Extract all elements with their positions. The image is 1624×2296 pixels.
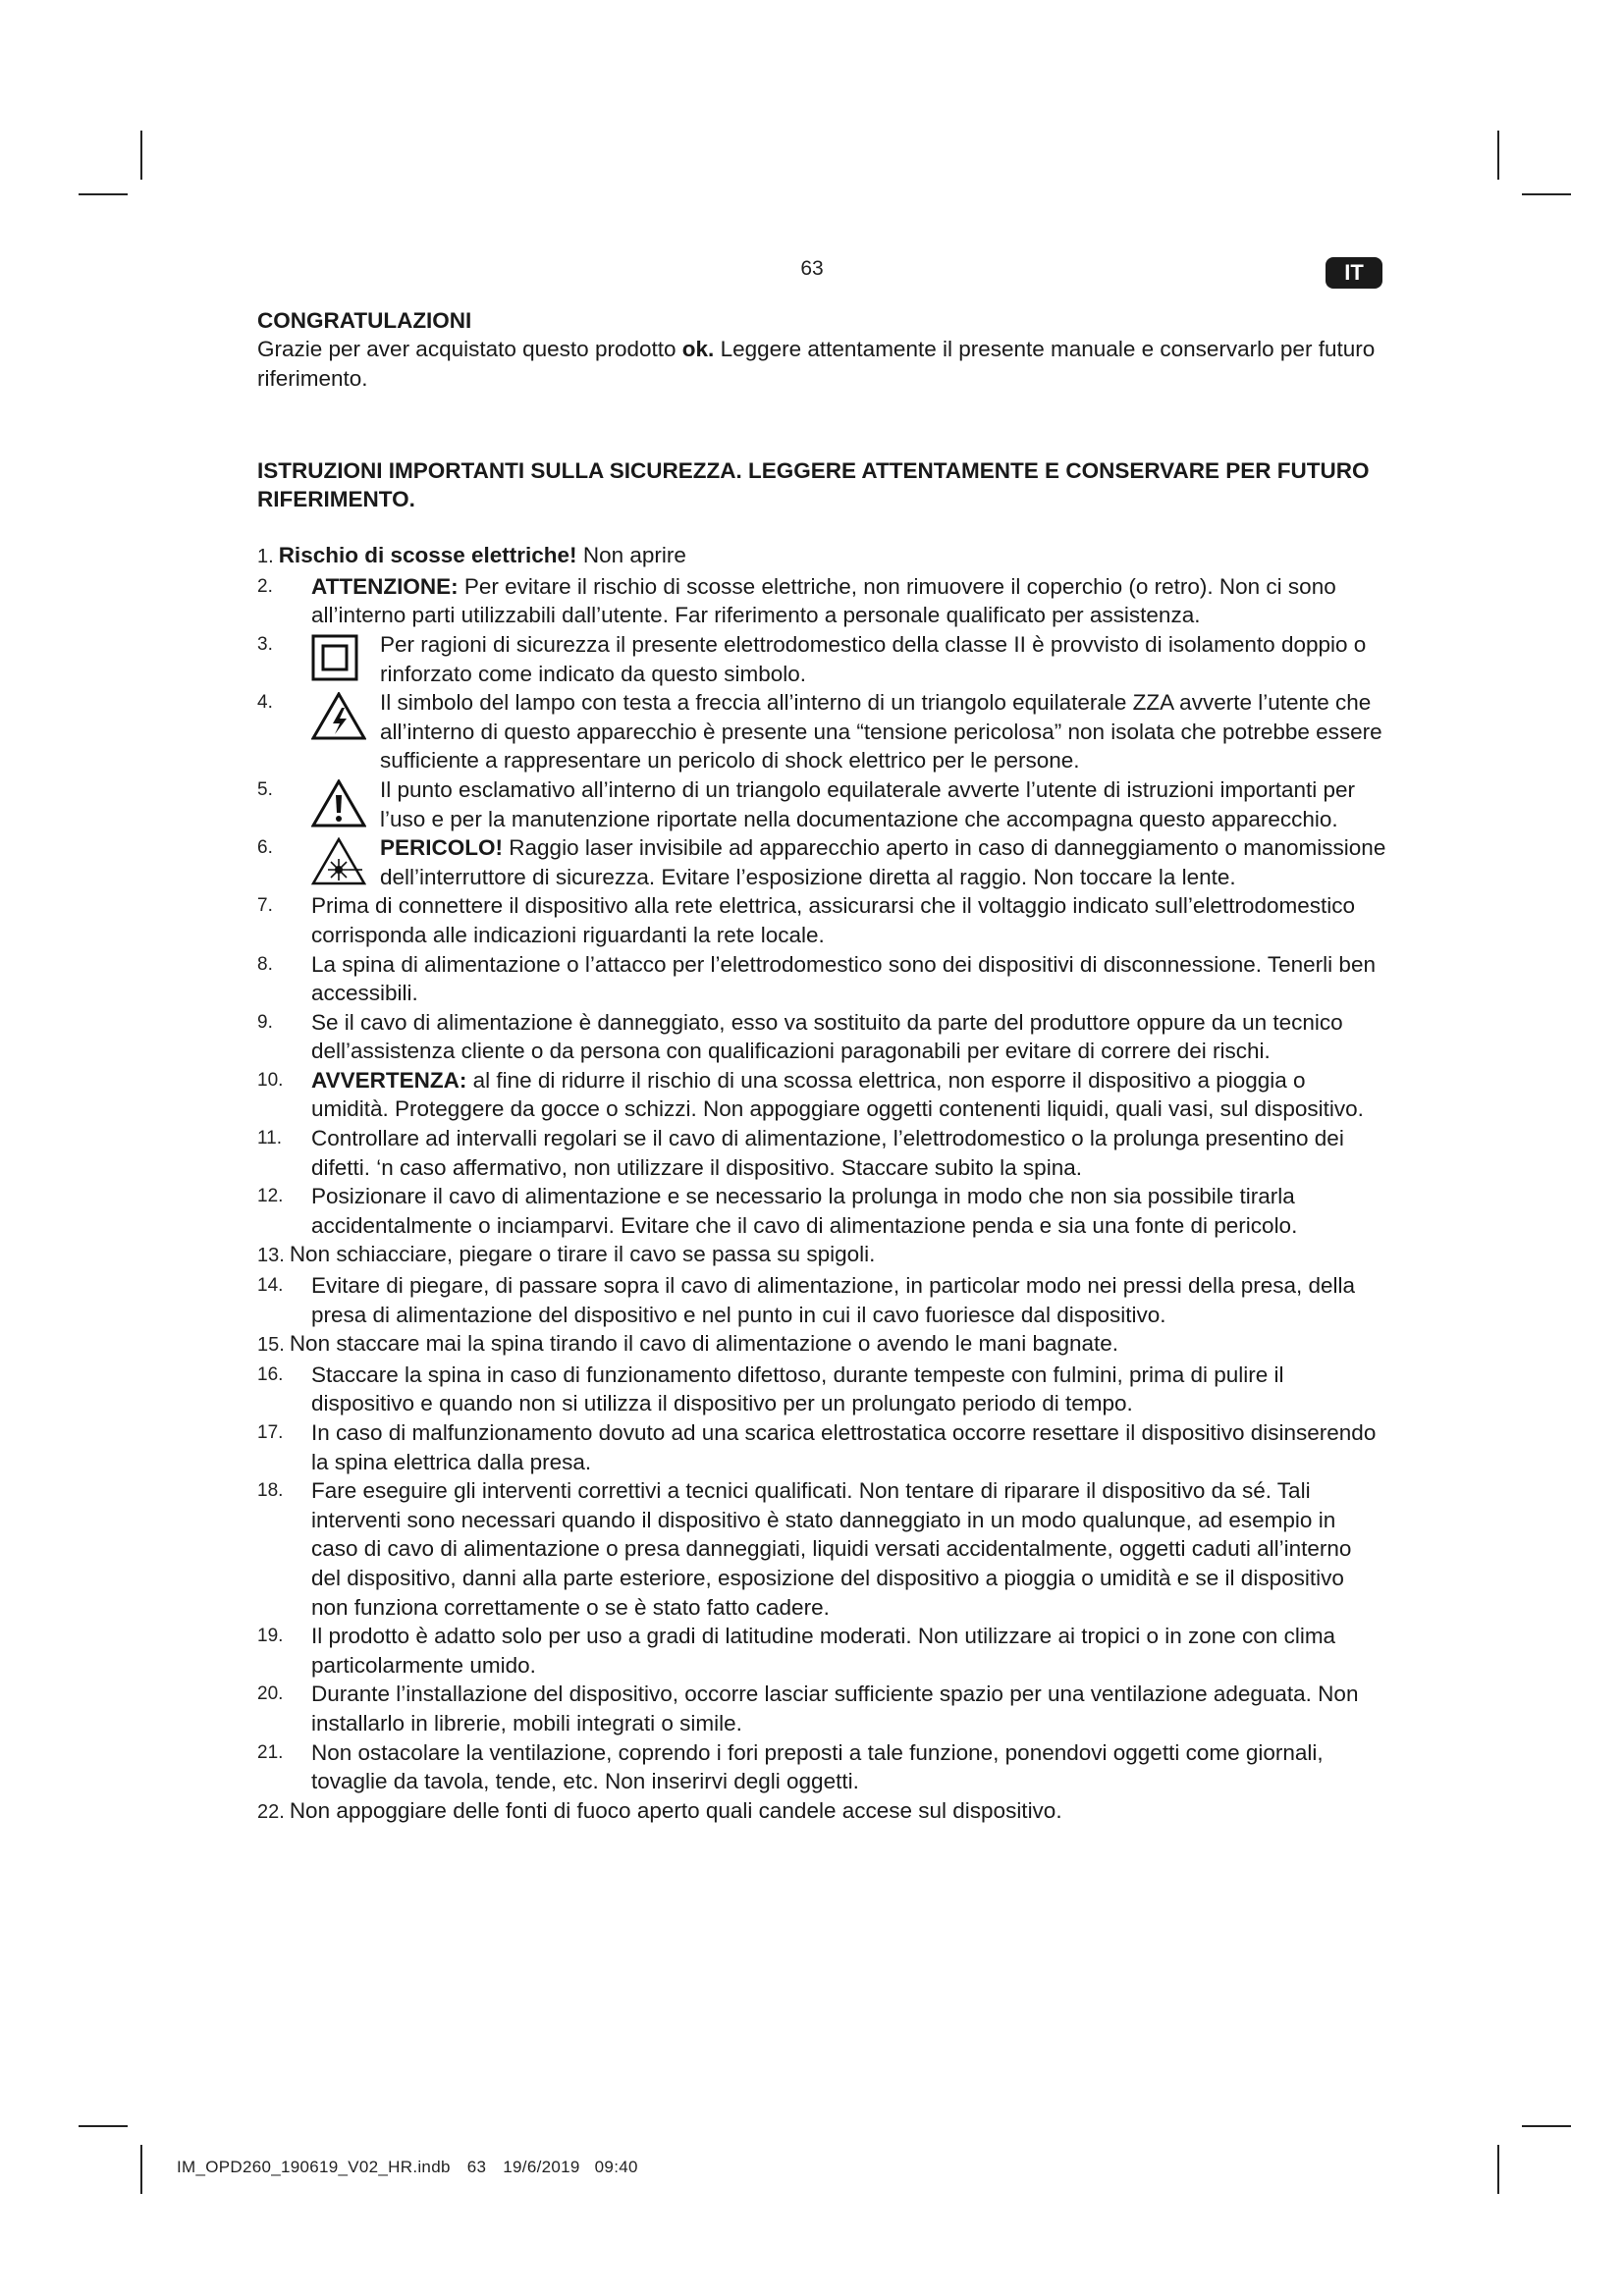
page-content <box>257 306 1386 1827</box>
congrats-text: Grazie per aver acquistato questo prodotto ok. Leggere attentamente il presente manuale e conservarlo per futuro riferimento. <box>257 337 1376 391</box>
list-item: 9. Se il cavo di alimentazione è danneggiato, esso va sostituito da parte del produttore oppure da un tecnico dell’assistenza cliente o da persona con qualificazioni paragonabili per evitare di correre dei rischi. <box>257 1009 1343 1064</box>
list-item: 10. AVVERTENZA: al fine di ridurre il rischio di una scossa elettrica, non esporre il dispositivo a pioggia o umidità. Proteggere da gocce o schizzi. Non appoggiare oggetti contenenti liquidi, quali vasi, sul dispositivo. <box>257 1067 1364 1122</box>
list-item: 5. Il punto esclamativo all’interno di un triangolo equilaterale avverte l’utente di istruzioni importanti per l’uso e per la manutenzione riportate nella documentazione che accompagna questo apparecchio. <box>257 776 1356 831</box>
safety-title: ISTRUZIONI IMPORTANTI SULLA SICUREZZA. LEGGERE ATTENTAMENTE E CONSERVARE PER FUTURO RIFERIMENTO. <box>257 458 1370 512</box>
footer-datetime: 19/6/2019 09:40 <box>503 2158 638 2176</box>
print-footer <box>177 2158 638 2177</box>
page-number: 63 <box>800 257 824 280</box>
lightning-triangle-icon <box>311 692 366 741</box>
list-item: 16. Staccare la spina in caso di funzionamento difettoso, durante tempeste con fulmini, prima di pulire il dispositivo e quando non si utilizza il dispositivo per un prolungato periodo di tempo. <box>257 1362 1284 1416</box>
language-badge: IT <box>1326 257 1382 289</box>
list-item: 20. Durante l’installazione del dispositivo, occorre lasciar sufficiente spazio per una ventilazione adeguata. Non installarlo in librerie, mobili integrati o simile. <box>257 1682 1359 1735</box>
double-square-icon <box>311 634 358 681</box>
list-item: 1. Rischio di scosse elettriche! Non aprire <box>257 543 686 568</box>
list-item: 15. Non staccare mai la spina tirando il cavo di alimentazione o avendo le mani bagnate. <box>257 1331 1119 1357</box>
crop-mark <box>1497 2145 1499 2194</box>
list-item: 18. Fare eseguire gli interventi correttivi a tecnici qualificati. Non tentare di riparare il dispositivo da sé. Tali interventi sono necessari quando il dispositivo è stato danneggiato in un modo qualunque, ad esempio in caso di cavo di alimentazione o presa danneggiati, liquidi versati accidentalmente, oggetti caduti all’interno del dispositivo, danni alla parte esteriore, esposizione del dispositivo a pioggia o umidità e se il dispositivo non funziona correttamente o se è stato fatto cadere. <box>257 1478 1352 1620</box>
crop-mark <box>79 193 128 195</box>
crop-mark <box>1497 131 1499 180</box>
laser-triangle-icon <box>311 837 366 886</box>
crop-mark <box>79 2125 128 2127</box>
list-item: 19. Il prodotto è adatto solo per uso a gradi di latitudine moderati. Non utilizzare ai tropici o in zone con clima particolarmente umido. <box>257 1624 1336 1678</box>
list-item: 13. Non schiacciare, piegare o tirare il cavo se passa su spigoli. <box>257 1242 876 1267</box>
list-item: 6. PERICOLO! Raggio laser invisibile ad apparecchio aperto in caso di danneggiamento o manomissione dell’interruttore di sicurezza. Evitare l’esposizione diretta al raggio. Non toccare la lente. <box>257 835 1386 889</box>
crop-mark <box>1522 2125 1571 2127</box>
list-item: 11. Controllare ad intervalli regolari se il cavo di alimentazione, l’elettrodomestico o la prolunga presentino dei difetti. ‘n caso affermativo, non utilizzare il dispositivo. Staccare subito la spina. <box>257 1126 1344 1180</box>
list-item: 8. La spina di alimentazione o l’attacco per l’elettrodomestico sono dei dispositivi di disconnessione. Tenerli ben accessibili. <box>257 951 1376 1006</box>
list-item: 17. In caso di malfunzionamento dovuto ad una scarica elettrostatica occorre resettare il dispositivo disinserendo la spina elettrica dalla presa. <box>257 1420 1377 1474</box>
crop-mark <box>140 131 142 180</box>
footer-file: IM_OPD260_190619_V02_HR.indb <box>177 2158 451 2176</box>
list-item: 2. ATTENZIONE: Per evitare il rischio di scosse elettriche, non rimuovere il coperchio (o retro). Non ci sono all’interno parti utilizzabili dall’utente. Far riferimento a personale qualificato per assistenza. <box>257 573 1336 628</box>
safety-list <box>257 541 1386 1827</box>
brand-name: ok. <box>681 337 715 361</box>
congrats-title: CONGRATULAZIONI <box>257 308 472 333</box>
crop-mark <box>140 2145 142 2194</box>
list-item: 22. Non appoggiare delle fonti di fuoco aperto quali candele accese sul dispositivo. <box>257 1797 1062 1823</box>
list-item: 21. Non ostacolare la ventilazione, coprendo i fori preposti a tale funzione, ponendovi oggetti come giornali, tovaglie da tavola, tende, etc. Non inserirvi degli oggetti. <box>257 1739 1324 1794</box>
list-item: 12. Posizionare il cavo di alimentazione e se necessario la prolunga in modo che non sia possibile tirarla accidentalmente o inciamparvi. Evitare che il cavo di alimentazione penda e sia una fonte di pericolo. <box>257 1184 1298 1238</box>
list-item: 14. Evitare di piegare, di passare sopra il cavo di alimentazione, in particolar modo nei pressi della presa, della presa di alimentazione del dispositivo e nel punto in cui il cavo fuoriesce dal dispositivo. <box>257 1273 1356 1327</box>
crop-mark <box>1522 193 1571 195</box>
list-item: 3. Per ragioni di sicurezza il presente elettrodomestico della classe II è provvisto di isolamento doppio o rinforzato come indicato da questo simbolo. <box>257 631 1367 686</box>
exclamation-triangle-icon <box>311 779 366 828</box>
footer-page: 63 <box>466 2158 487 2176</box>
list-item: 4. Il simbolo del lampo con testa a freccia all’interno di un triangolo equilaterale ZZA avverte l’utente che all’interno di questo apparecchio è presente una “tensione pericolosa” non isolata che potrebbe essere sufficiente a rappresentare un pericolo di shock elettrico per le persone. <box>257 690 1382 774</box>
list-item: 7. Prima di connettere il dispositivo alla rete elettrica, assicurarsi che il voltaggio indicato sull’elettrodomestico corrisponda alle indicazioni riguardanti la rete locale. <box>257 893 1355 947</box>
